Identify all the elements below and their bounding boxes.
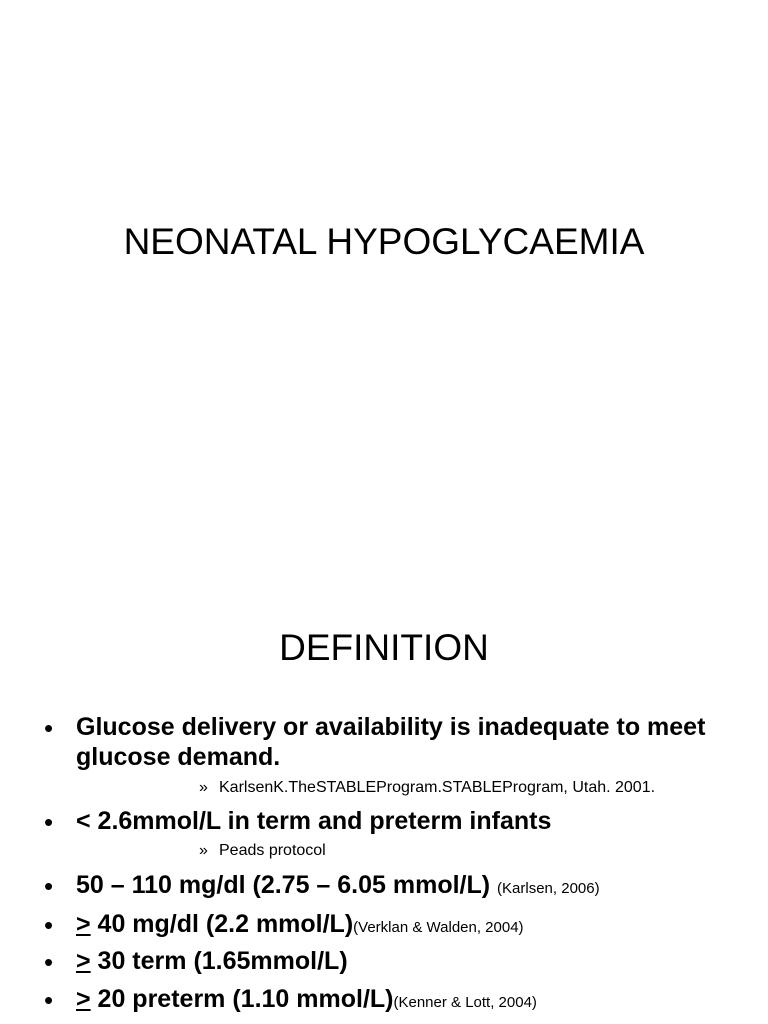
slide-title: DEFINITION bbox=[279, 627, 489, 668]
citation-text: Peads protocol bbox=[219, 842, 326, 859]
inline-citation: (Kenner & Lott, 2004) bbox=[393, 994, 537, 1011]
greater-equal-sign: > bbox=[76, 910, 91, 938]
bullet-marker: • bbox=[44, 871, 54, 901]
bullet-marker: • bbox=[44, 985, 54, 1015]
bullet-marker: • bbox=[44, 807, 54, 837]
bullet-main-text: 40 mg/dl (2.2 mmol/L) bbox=[90, 910, 354, 938]
bullet-text bbox=[76, 909, 736, 943]
bullet-main-text: 50 – 110 mg/dl (2.75 – 6.05 mmol/L) bbox=[76, 871, 491, 899]
slide-title: NEONATAL HYPOGLYCAEMIA bbox=[123, 221, 645, 262]
bullet-main-text: 30 term (1.65mmol/L) bbox=[90, 947, 348, 975]
bullet-text: < 2.6mmol/L in term and preterm infants bbox=[76, 807, 552, 835]
greater-equal-sign: > bbox=[76, 985, 91, 1013]
sub-bullet-marker: » bbox=[199, 779, 208, 796]
inline-citation: (Karlsen, 2006) bbox=[497, 880, 600, 897]
bullet-text: Glucose delivery or availability is inadequate to meet glucose demand. bbox=[76, 713, 706, 771]
inline-citation: (Verklan & Walden, 2004) bbox=[353, 919, 524, 936]
bullet-marker: • bbox=[44, 713, 54, 743]
citation-text: KarlsenK.TheSTABLEProgram.STABLEProgram, Utah. 2001. bbox=[219, 779, 656, 796]
bullet-text bbox=[76, 946, 736, 976]
sub-bullet-marker: » bbox=[199, 842, 208, 859]
bullet-text bbox=[76, 984, 736, 1018]
bullet-marker: • bbox=[44, 947, 54, 977]
greater-equal-sign: > bbox=[76, 947, 91, 975]
definition-slide bbox=[0, 576, 768, 1024]
bullet-text bbox=[76, 870, 736, 904]
bullet-main-text: 20 preterm (1.10 mmol/L) bbox=[90, 985, 394, 1013]
bullet-marker: • bbox=[44, 910, 54, 940]
